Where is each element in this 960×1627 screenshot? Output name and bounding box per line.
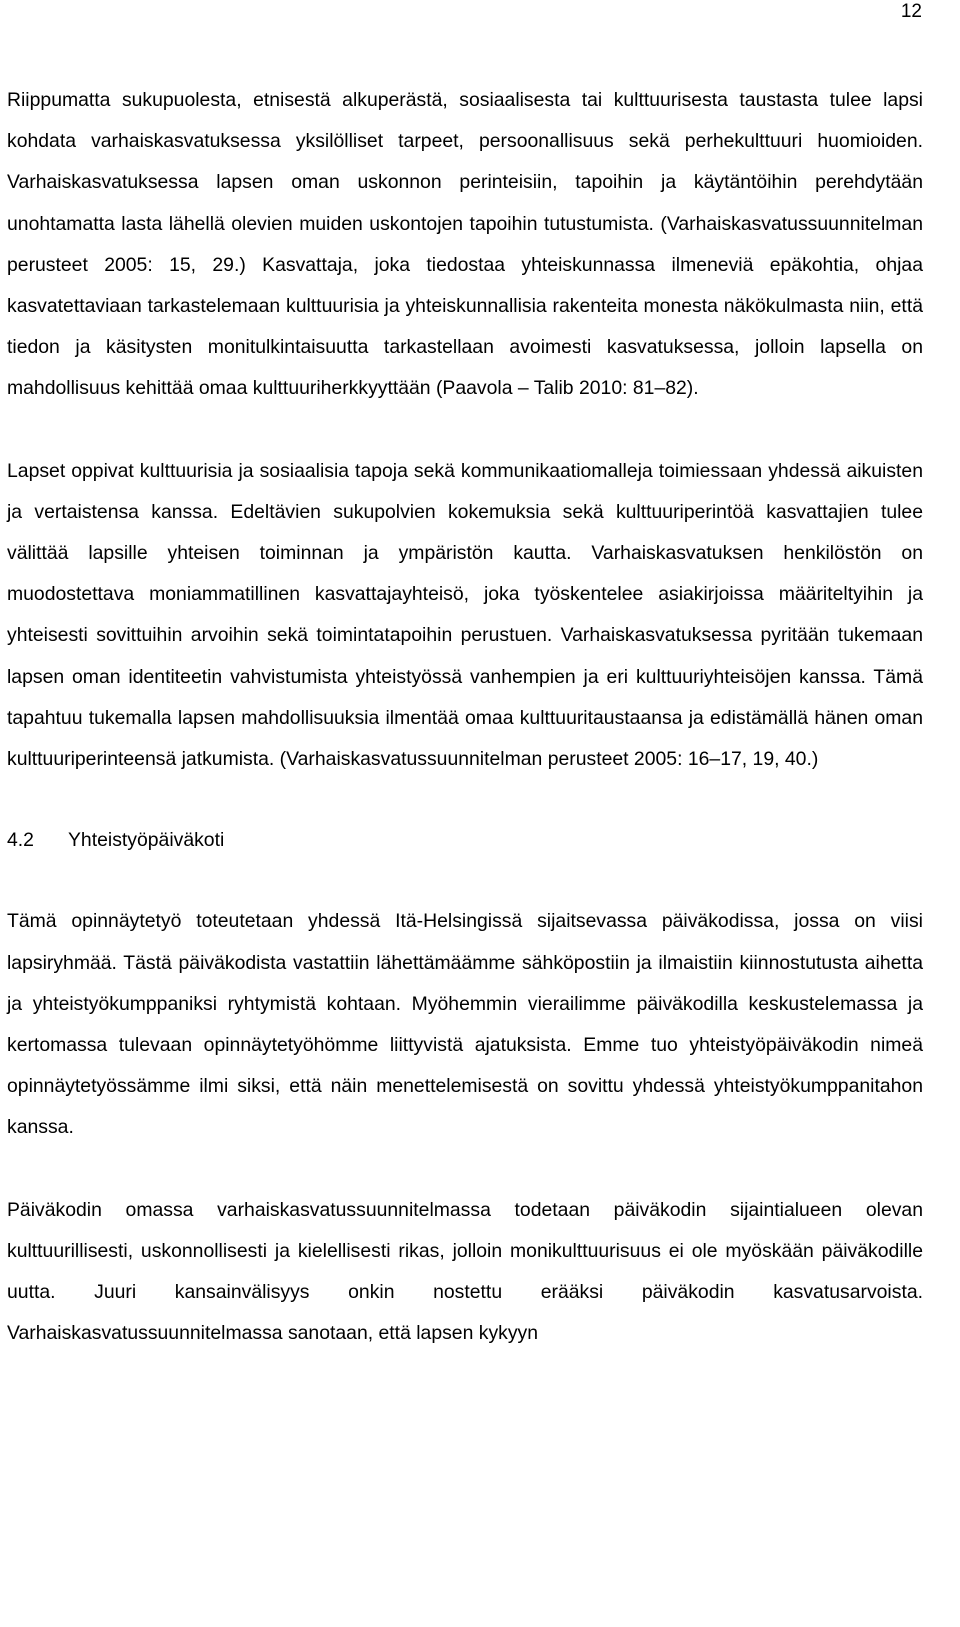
section-title: Yhteistyöpäiväkoti [68, 829, 225, 852]
paragraph-1: Riippumatta sukupuolesta, etnisestä alkuperästä, sosiaalisesta tai kulttuurisesta taustasta tulee lapsi kohdata varhaiskasvatuksessa yksilölliset tarpeet, persoonallisuus sekä perhekulttuuri huomioiden. Varhaiskasvatuksessa lapsen oman uskonnon perinteisiin, tapoihin ja käytäntöihin perehdytään unohtamatta lasta lähellä olevien muiden uskontojen tapoihin tutustumista. (Varhaiskasvatussuunnitelman perusteet 2005: 15, 29.) Kasvattaja, joka tiedostaa yhteiskunnassa ilmeneviä epäkohtia, ohjaa kasvatettaviaan tarkastelemaan kulttuurisia ja yhteiskunnallisia rakenteita monesta näkökulmasta niin, että tiedon ja käsitysten monitulkintaisuutta tarkastellaan avoimesti kasvatuksessa, jolloin lapsella on mahdollisuus kehittää omaa kulttuuriherkkyyttään (Paavola – Talib 2010: 81–82). [7, 89, 923, 400]
paragraph-2: Lapset oppivat kulttuurisia ja sosiaalisia tapoja sekä kommunikaatiomalleja toimiessaan yhdessä aikuisten ja vertaistensa kanssa. Edeltävien sukupolvien kokemuksia sekä kulttuuriperintöä kasvattajien tulee välittää lapsille yhteisen toiminnan ja ympäristön kautta. Varhaiskasvatuksen henkilöstön on muodostettava moniammatillinen kasvattajayhteisö, joka työskentelee asiakirjoissa määriteltyihin ja yhteisesti sovittuihin arvoihin sekä toimintatapoihin perustuen. Varhaiskasvatuksessa pyritään tukemaan lapsen oman identiteetin vahvistumista yhteistyössä vanhempien ja eri kulttuuriyhteisöjen kanssa. Tämä tapahtuu tukemalla lapsen mahdollisuuksia ilmentää omaa kulttuuritaustaansa ja edistämällä hänen oman kulttuuriperinteensä jatkumista. (Varhaiskasvatussuunnitelman perusteet 2005: 16–17, 19, 40.) [7, 459, 923, 771]
paragraph-3: Tämä opinnäytetyö toteutetaan yhdessä Itä-Helsingissä sijaitsevassa päiväkodissa, jossa on viisi lapsiryhmää. Tästä päiväkodista vastattiin lähettämäämme sähköpostiin ja ilmaistiin kiinnostutusta aihetta ja yhteistyökumppaniksi ryhtymistä kohtaan. Myöhemmin vierailimme päiväkodilla keskustelemassa ja kertomassa tulevaan opinnäytetyöhömme liittyvistä ajatuksista. Emme tuo yhteistyöpäiväkodin nimeä opinnäytetyössämme ilmi siksi, että näin menettelemisestä on sovittu yhdessä yhteistyökumppanitahon kanssa. [7, 910, 923, 1139]
page-number: 12 [900, 1, 922, 22]
section-number: 4.2 [7, 829, 34, 852]
section-heading [7, 820, 923, 861]
page-content [7, 80, 923, 1354]
paragraph-4: Päiväkodin omassa varhaiskasvatussuunnitelmassa todetaan päiväkodin sijaintialueen olevan kulttuurillisesti, uskonnollisesti ja kielellisesti rikas, jolloin monikulttuurisuus ei ole myöskään päiväkodille uutta. Juuri kansainvälisyys onkin nostettu erääksi päiväkodin kasvatusarvoista. Varhaiskasvatussuunnitelmassa sanotaan, että lapsen kykyyn [7, 1198, 923, 1345]
